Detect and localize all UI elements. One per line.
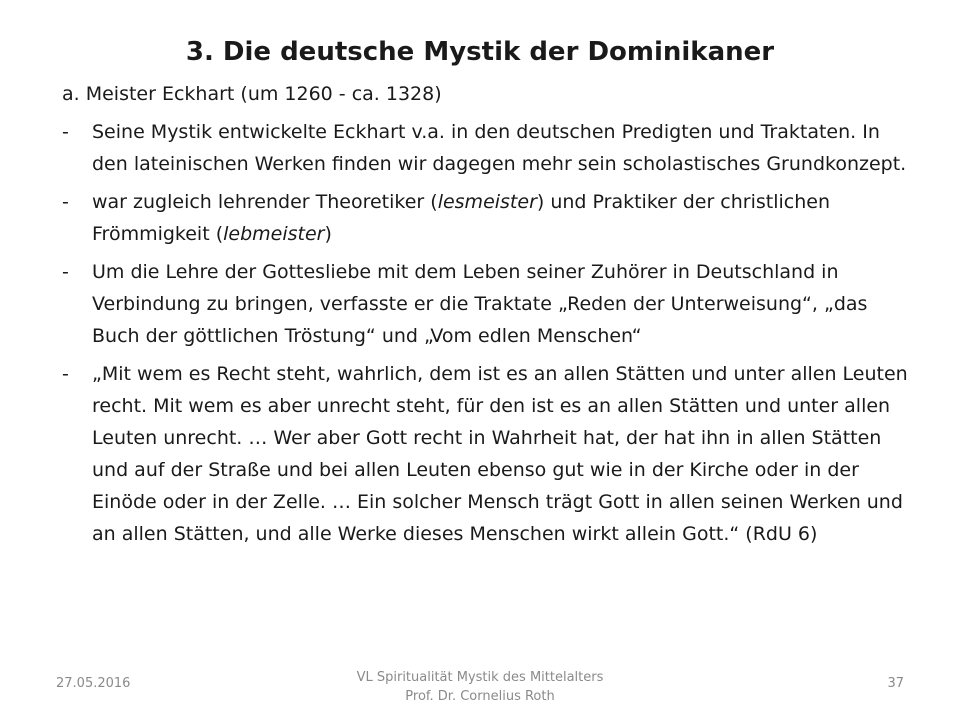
- footer-course-title: VL Spiritualität Mystik des Mittelalters: [356, 670, 604, 685]
- bullet-dash: -: [62, 363, 69, 385]
- slide-content: [62, 78, 912, 550]
- italic-term: lesmeister: [437, 191, 537, 213]
- bullet-text: Um die Lehre der Gottesliebe mit dem Leben seiner Zuhörer in Deutschland in Verbindung zu bringen, verfasste er die Traktate „Reden der Unterweisung“, „das Buch der göttlichen Tröstung“ und „Vom edlen Menschen“: [92, 261, 868, 347]
- bullet-dash: -: [62, 191, 69, 213]
- text-segment: ) und Praktiker der christlichen Frömmigkeit (: [92, 191, 831, 245]
- bullet-dash: -: [62, 261, 69, 283]
- footer-author: Prof. Dr. Cornelius Roth: [405, 689, 555, 704]
- page-number: 37: [887, 676, 904, 691]
- bullet-quote: „Mit wem es Recht steht, wahrlich, dem ist es an allen Stätten und unter allen Leuten recht. Mit wem es aber unrecht steht, für den ist es an allen Stätten und unter allen Leuten unrecht. … Wer aber Gott recht in Wahrheit hat, der hat ihn in allen Stätten und auf der Straße und bei allen Leuten ebenso gut wie in der Kirche oder in der Einöde oder in der Zelle. … Ein solcher Mensch trägt Gott in allen seinen Werken und an allen Stätten, und alle Werke dieses Menschen wirkt allein Gott.“ (RdU 6): [92, 363, 908, 545]
- text-segment: ): [324, 223, 332, 245]
- slide-title: 3. Die deutsche Mystik der Dominikaner: [185, 37, 775, 67]
- bullet-dash: -: [62, 121, 69, 143]
- italic-term: lebmeister: [223, 223, 325, 245]
- footer-course-info: [330, 668, 630, 706]
- text-segment: war zugleich lehrender Theoretiker (: [92, 191, 438, 213]
- bullet-item: [62, 358, 912, 550]
- subheading: a. Meister Eckhart (um 1260 - ca. 1328): [62, 83, 442, 105]
- bullet-item: [62, 186, 912, 250]
- bullet-text: [92, 186, 912, 250]
- bullet-item: [62, 116, 912, 180]
- footer-date: 27.05.2016: [56, 676, 131, 691]
- bullet-text: Seine Mystik entwickelte Eckhart v.a. in den deutschen Predigten und Traktaten. In den lateinischen Werken finden wir dagegen mehr sein scholastisches Grundkonzept.: [92, 121, 907, 175]
- bullet-item: [62, 256, 912, 352]
